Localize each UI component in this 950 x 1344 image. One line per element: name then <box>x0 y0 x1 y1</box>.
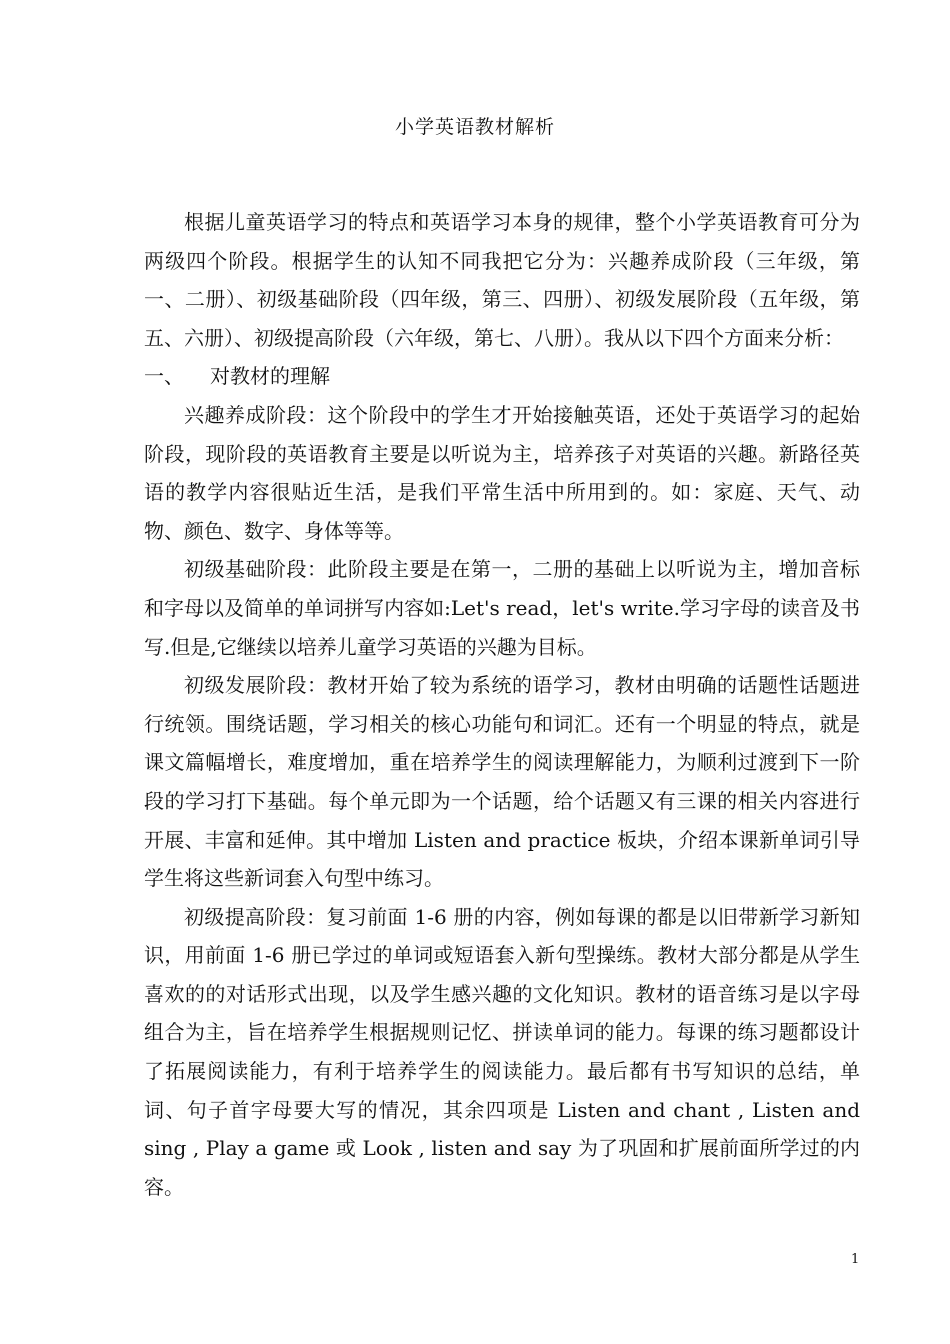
intro-paragraph: 根据儿童英语学习的特点和英语学习本身的规律，整个小学英语教育可分为两级四个阶段。根据学生的认知不同我把它分为：兴趣养成阶段（三年级，第一、二册）、初级基础阶段（四年级，第三、四册）、初级发展阶段（五年级，第五、六册）、初级提高阶段（六年级，第七、八册）。我从以下四个方面来分析： <box>144 210 860 350</box>
paragraph-development-stage: 初级发展阶段：教材开始了较为系统的语学习，教材由明确的话题性话题进行统领。围绕话题，学习相关的核心功能句和词汇。还有一个明显的特点，就是课文篇幅增长，难度增加，重在培养学生的阅读理解能力，为顺利过渡到下一阶段的学习打下基础。每个单元即为一个话题，给个话题又有三课的相关内容进行开展、丰富和延伸。其中增加 Listen and practice 板块，介绍本课新单词引导学生将这些新词套入句型中练习。 <box>144 673 860 891</box>
section-heading <box>144 357 860 396</box>
page-title: 小学英语教材解析 <box>394 116 555 138</box>
page-number: 1 <box>851 1252 860 1267</box>
paragraph-basic-stage: 初级基础阶段：此阶段主要是在第一，二册的基础上以听说为主，增加音标和字母以及简单的单词拼写内容如:Let's read，let's write.学习字母的读音及书写.但是,它继续以培养儿童学习英语的兴趣为目标。 <box>144 557 860 659</box>
section-number: 一、 <box>144 364 184 389</box>
section-heading-text: 对教材的理解 <box>210 364 330 389</box>
paragraph-advanced-stage: 初级提高阶段：复习前面 1-6 册的内容，例如每课的都是以旧带新学习新知识，用前面 1-6 册已学过的单词或短语套入新句型操练。教材大部分都是从学生喜欢的的对话形式出现，以及学生感兴趣的文化知识。教材的语音练习是以字母组合为主，旨在培养学生根据规则记忆、拼读单词的能力。每课的练习题都设计了拓展阅读能力，有利于培养学生的阅读能力。最后都有书写知识的总结，单词、句子首字母要大写的情况，其余四项是 Listen and chant , Listen and sing , Play a game 或 Look , listen and say 为了巩固和扩展前面所学过的内容。 <box>144 904 860 1199</box>
document-body <box>144 203 860 1206</box>
paragraph-interest-stage: 兴趣养成阶段：这个阶段中的学生才开始接触英语，还处于英语学习的起始阶段，现阶段的英语教育主要是以听说为主，培养孩子对英语的兴趣。新路径英语的教学内容很贴近生活，是我们平常生活中所用到的。如：家庭、天气、动物、颜色、数字、身体等等。 <box>144 402 860 543</box>
